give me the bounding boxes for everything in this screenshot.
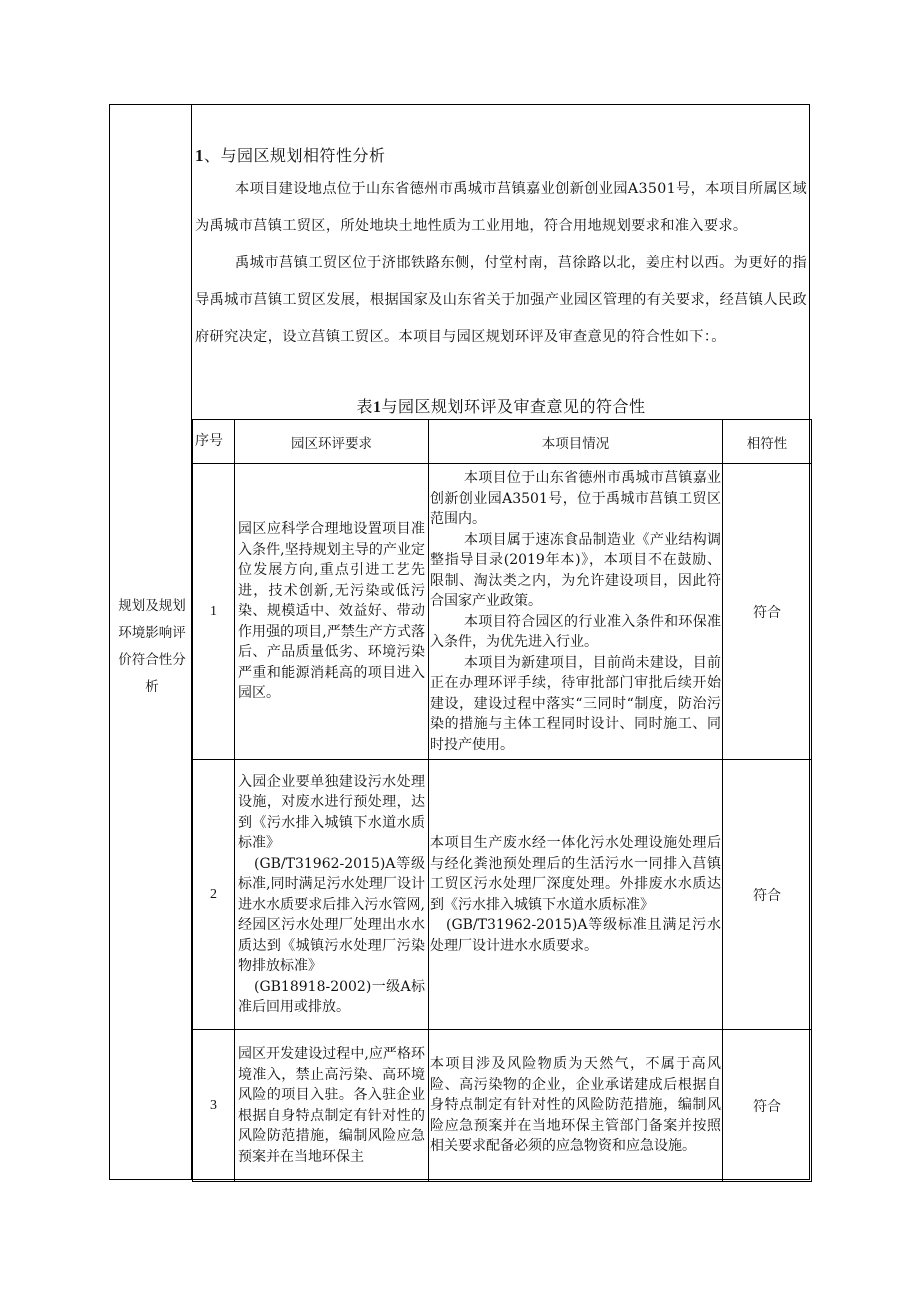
table-row	[193, 1030, 812, 1182]
table-header-row	[193, 420, 812, 464]
situation-cell	[429, 1030, 723, 1182]
table-row	[193, 464, 812, 760]
row-number: 3	[193, 1030, 235, 1182]
table-caption-text: 与园区规划环评及审查意见的符合性	[381, 397, 646, 416]
section-heading-number: 1	[195, 146, 204, 165]
situation-text: 本项目符合园区的行业准入条件和环保准入条件，为优先进入行业。	[430, 613, 721, 650]
header-requirement: 园区环评要求	[235, 420, 429, 464]
situation-text: 本项目涉及风险物质为天然气，不属于高风险、高污染物的企业，企业承诺建成后根据自身特点制定有针对性的风险防范措施，编制风险应急预案并在当地环保主管部门备案并按照相关要求配备必须的应急物资和应急设施。	[430, 1056, 721, 1155]
situation-cell	[429, 760, 723, 1030]
row-number: 2	[193, 760, 235, 1030]
table-row	[193, 760, 812, 1030]
situation-text: 本项目生产废水经一体化污水处理设施处理后与经化粪池预处理后的生活污水一同排入莒镇工贸区污水处理厂深度处理。外排废水水质达到《污水排入城镇下水道水质标准》	[430, 835, 721, 913]
section-heading	[195, 143, 386, 166]
situation-cell	[429, 464, 723, 760]
situation-text: (GB/T31962-2015)A等级标准且满足污水处理厂设计进水水质要求。	[430, 917, 721, 954]
result-cell: 符合	[723, 760, 812, 1030]
requirement-text: 园区开发建设过程中,应严格环境准入，禁止高污染、高环境风险的项目入驻。各入驻企业根据自身特点制定有针对性的风险防范措施，编制风险应急预案并在当地环保主	[238, 1046, 425, 1165]
side-label: 规划及规划环境影响评价符合性分析	[118, 598, 186, 695]
header-no: 序号	[193, 420, 235, 464]
requirement-cell	[235, 1030, 429, 1182]
section-heading-text: 、与园区规划相符性分析	[204, 146, 386, 165]
side-column	[110, 105, 192, 1179]
requirement-text: 入园企业要单独建设污水处理设施，对废水进行预处理，达到《污水排入城镇下水道水质标准》	[238, 773, 425, 851]
requirement-text: 园区应科学合理地设置项目准入条件,坚持规划主导的产业定位发展方向,重点引进工艺先进，技术创新,无污染或低污染、规模适中、效益好、带动作用强的项目,严禁生产方式落后、产品质量低劣、环境污染严重和能源消耗高的项目进入园区。	[238, 521, 425, 702]
header-result: 相符性	[723, 420, 812, 464]
document-frame	[109, 104, 810, 1180]
requirement-cell	[235, 464, 429, 760]
paragraph-2: 禹城市莒镇工贸区位于济邯铁路东侧，付堂村南，莒徐路以北，姜庄村以西。为更好的指导禹城市莒镇工贸区发展，根据国家及山东省关于加强产业园区管理的有关要求，经莒镇人民政府研究决定，设立莒镇工贸区。本项目与园区规划环评及审查意见的符合性如下：。	[195, 255, 807, 345]
requirement-text: (GB/T31962-2015)A等级标准,同时满足污水处理厂设计进水水质要求后排入污水管网,经园区污水处理厂处理出水水质达到《城镇污水处理厂污染物排放标准》	[238, 855, 425, 974]
situation-text: 本项目为新建项目，目前尚未建设，目前正在办理环评手续，待审批部门审批后续开始建设，建设过程中落实“三同时“制度，防治污染的措施与主体工程同时设计、同时施工、同时投产使用。	[430, 654, 721, 753]
paragraph-1: 本项目建设地点位于山东省德州市禹城市莒镇嘉业创新创业园A3501号，本项目所属区域为禹城市莒镇工贸区，所处地块土地性质为工业用地，符合用地规划要求和准入要求。	[195, 181, 807, 234]
table-caption	[192, 394, 810, 417]
requirement-text: (GB18918-2002)一级A标准后回用或排放。	[238, 978, 425, 1015]
table-caption-number: 1	[373, 399, 382, 416]
result-cell: 符合	[723, 464, 812, 760]
row-number: 1	[193, 464, 235, 760]
situation-text: 本项目位于山东省德州市禹城市莒镇嘉业创新创业园A3501号，位于禹城市莒镇工贸区范围内。	[430, 470, 721, 527]
result-cell: 符合	[723, 1030, 812, 1182]
content-area	[192, 105, 809, 1179]
requirement-cell	[235, 760, 429, 1030]
situation-text: 本项目属于速冻食品制造业《产业结构调整指导目录(2019年本)》，本项目不在鼓励、限制、淘汰类之内，为允许建设项目，因此符合国家产业政策。	[430, 531, 721, 609]
table-caption-prefix: 表	[356, 397, 373, 416]
header-situation: 本项目情况	[429, 420, 723, 464]
compliance-table	[192, 419, 812, 1182]
